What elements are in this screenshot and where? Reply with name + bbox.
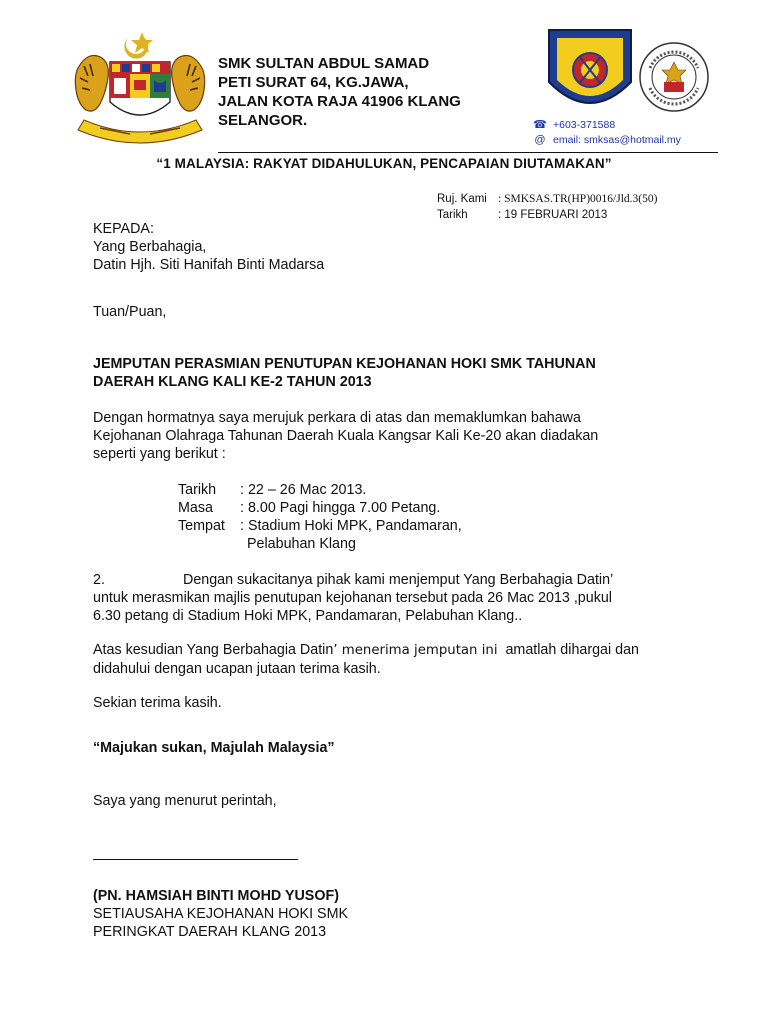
paragraph-3-line-2: didahului dengan ucapan jutaan terima kasih. [93, 661, 381, 677]
recipient-name: Datin Hjh. Siti Hanifah Binti Madarsa [93, 257, 325, 273]
recipient-heading: KEPADA: [93, 221, 154, 237]
paragraph-1-line-1: Dengan hormatnya saya merujuk perkara di atas dan memaklumkan bahawa [93, 410, 581, 426]
address-line-2: JALAN KOTA RAJA 41906 KLANG [218, 93, 461, 110]
detail-time-value: : 8.00 Pagi hingga 7.00 Petang. [240, 500, 441, 516]
paragraph-1-line-2: Kejohanan Olahraga Tahunan Daerah Kuala Kangsar Kali Ke-20 akan diadakan [93, 428, 599, 444]
detail-time-row [178, 499, 462, 517]
date-label: Tarikh [437, 209, 468, 221]
signatory-title-1: SETIAUSAHA KEJOHANAN HOKI SMK [93, 906, 349, 922]
detail-venue-row [178, 517, 462, 535]
detail-venue-value-2: Pelabuhan Klang [247, 536, 356, 552]
paragraph-1 [93, 409, 598, 463]
national-motto: “1 MALAYSIA: RAKYAT DIDAHULUKAN, PENCAPAIAN DIUTAMAKAN” [156, 156, 612, 171]
email-address: email: smksas@hotmail.my [553, 134, 681, 146]
reference-row [437, 191, 657, 207]
salutation: Tuan/Puan, [93, 304, 167, 320]
signatory-title-2: PERINGKAT DAERAH KLANG 2013 [93, 924, 327, 940]
detail-date-value: : 22 – 26 Mac 2013. [240, 482, 367, 498]
subject-line-2: DAERAH KLANG KALI KE-2 TAHUN 2013 [93, 374, 372, 390]
contact-block [533, 118, 681, 148]
reference-label: Ruj. Kami [437, 193, 487, 205]
reference-block [437, 191, 657, 223]
subject-block [93, 355, 596, 391]
paragraph-3-line-1-a: Atas kesudian Yang Berbahagia Datin [93, 642, 334, 658]
phone-number: +603-371588 [553, 119, 616, 131]
event-details [178, 481, 462, 553]
recipient-line-1: Yang Berbahagia, [93, 239, 207, 255]
quality-seal [638, 38, 710, 116]
paragraph-3-line-1-b: ’ menerima jemputan ini [333, 643, 498, 658]
phone-row [533, 118, 681, 133]
recipient-block [93, 220, 324, 274]
paragraph-3 [93, 641, 639, 678]
detail-time-label: Masa [178, 500, 213, 516]
detail-date-label: Tarikh [178, 482, 217, 498]
closing: Sekian terima kasih. [93, 695, 222, 711]
header-divider [218, 152, 718, 153]
paragraph-1-line-3: seperti yang berikut : [93, 446, 226, 462]
malaysia-coat-of-arms-icon [70, 28, 210, 146]
quality-system-seal-icon [638, 38, 710, 116]
paragraph-2-line-2: untuk merasmikan majlis penutupan kejohanan tersebut pada 26 Mac 2013 ,pukul [93, 590, 612, 606]
signatory-name: (PN. HAMSIAH BINTI MOHD YUSOF) [93, 888, 339, 904]
paragraph-2-line-3: 6.30 petang di Stadium Hoki MPK, Pandamaran, Pelabuhan Klang.. [93, 608, 523, 624]
address-line-1: PETI SURAT 64, KG.JAWA, [218, 74, 409, 91]
detail-venue-value: : Stadium Hoki MPK, Pandamaran, [240, 518, 462, 534]
school-name: SMK SULTAN ABDUL SAMAD [218, 55, 430, 72]
at-sign-icon: @ [534, 134, 546, 146]
date-value: : 19 FEBRUARI 2013 [498, 209, 608, 221]
detail-venue-row-2 [178, 535, 462, 553]
school-shield-badge-icon [545, 26, 635, 122]
detail-date-row [178, 481, 462, 499]
signatory-block [93, 887, 348, 941]
detail-venue-label: Tempat [178, 518, 225, 534]
paragraph-2-rest [93, 589, 612, 625]
letterhead-address-block [218, 54, 461, 130]
reference-value: : SMKSAS.TR(HP)0016/Jld.3(50) [498, 193, 658, 205]
date-row [437, 207, 657, 223]
paragraph-2-line-1: Dengan sukacitanya pihak kami menjemput Yang Berbahagia Datin’ [183, 572, 614, 588]
school-badge [545, 26, 635, 122]
signature-line [93, 859, 298, 860]
telephone-icon: ☎ [533, 119, 547, 131]
coat-of-arms-crest [70, 28, 210, 146]
paragraph-2-number: 2. [93, 572, 105, 588]
paragraph-3-line-1 [93, 641, 639, 660]
paragraph-3-line-1-c: amatlah dihargai dan [497, 642, 640, 658]
sign-off: Saya yang menurut perintah, [93, 793, 277, 809]
address-line-3: SELANGOR. [218, 112, 308, 129]
slogan: “Majukan sukan, Majulah Malaysia” [93, 740, 335, 756]
subject-line-1: JEMPUTAN PERASMIAN PENUTUPAN KEJOHANAN HOKI SMK TAHUNAN [93, 356, 596, 372]
email-row [533, 133, 681, 148]
